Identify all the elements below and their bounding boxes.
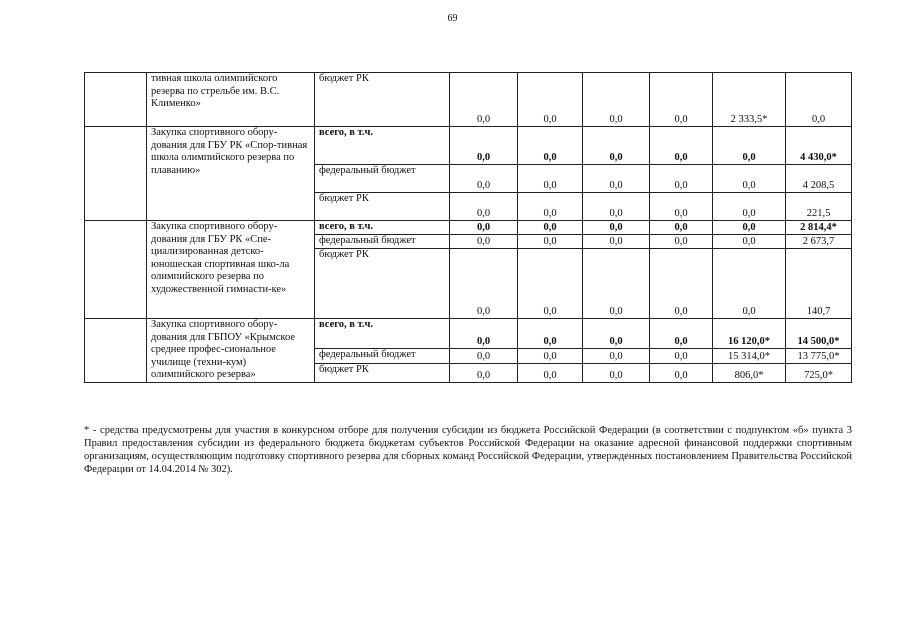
value-cell: 0,0 [583, 249, 650, 319]
measure-name-cell: Закупка спортивного обору-дования для ГБПОУ «Крымское среднее профес-сиональное училище (техни-кум) олимпийского резерва» [147, 319, 315, 383]
value-cell: 0,0 [650, 319, 713, 349]
value-cell: 0,0 [713, 221, 786, 235]
budget-table [84, 72, 852, 383]
value-cell: 0,0 [518, 249, 583, 319]
value-cell: 0,0 [583, 319, 650, 349]
table-body [85, 73, 852, 383]
value-cell: 4 208,5 [786, 165, 852, 193]
row-index-cell [85, 319, 147, 383]
value-cell: 140,7 [786, 249, 852, 319]
funding-source-cell: бюджет РК [315, 193, 450, 221]
value-cell: 0,0 [650, 221, 713, 235]
value-cell: 16 120,0* [713, 319, 786, 349]
page-number: 69 [447, 13, 458, 24]
value-cell: 0,0 [518, 165, 583, 193]
measure-name-cell: тивная школа олимпийского резерва по стрельбе им. В.С. Клименко» [147, 73, 315, 127]
value-cell: 0,0 [650, 193, 713, 221]
value-cell: 0,0 [583, 221, 650, 235]
value-cell: 0,0 [450, 221, 518, 235]
value-cell: 725,0* [786, 364, 852, 383]
funding-source-cell: бюджет РК [315, 364, 450, 383]
value-cell: 0,0 [518, 235, 583, 249]
value-cell: 0,0 [518, 73, 583, 127]
funding-source-cell: федеральный бюджет [315, 349, 450, 364]
value-cell: 0,0 [650, 73, 713, 127]
row-index-cell [85, 221, 147, 319]
value-cell: 0,0 [583, 165, 650, 193]
value-cell: 0,0 [450, 165, 518, 193]
value-cell: 0,0 [583, 364, 650, 383]
value-cell: 14 500,0* [786, 319, 852, 349]
row-index-cell [85, 73, 147, 127]
funding-source-cell: федеральный бюджет [315, 165, 450, 193]
table-row [85, 73, 852, 127]
value-cell: 0,0 [518, 364, 583, 383]
value-cell: 0,0 [786, 73, 852, 127]
value-cell: 0,0 [713, 249, 786, 319]
value-cell: 0,0 [518, 221, 583, 235]
value-cell: 0,0 [450, 235, 518, 249]
funding-source-cell: всего, в т.ч. [315, 221, 450, 235]
footnote: * - средства предусмотрены для участия в конкурсном отборе для получения субсидии из бюджета Российской Федерации (в соответствии с подпунктом «б» пункта 3 Правил предоставления субсидии из федерального бюджета бюджетам субъектов Российской Федерации на оказание адресной финансовой поддержки спортивным организациям, осуществляющим подготовку спортивного резерва для сборных команд Российской Федерации, утвержденных постановлением Правительства Российской Федерации от 14.04.2014 № 302). [84, 425, 852, 475]
row-index-cell [85, 127, 147, 221]
value-cell: 0,0 [450, 319, 518, 349]
value-cell: 0,0 [713, 235, 786, 249]
value-cell: 15 314,0* [713, 349, 786, 364]
value-cell: 0,0 [583, 235, 650, 249]
value-cell: 0,0 [450, 73, 518, 127]
table-row [85, 221, 852, 235]
measure-name-cell: Закупка спортивного обору-дования для ГБУ РК «Спор-тивная школа олимпийского резерва по плаванию» [147, 127, 315, 221]
value-cell: 0,0 [583, 73, 650, 127]
funding-source-cell: всего, в т.ч. [315, 127, 450, 165]
measure-name-cell: Закупка спортивного обору-дования для ГБУ РК «Спе-циализированная детско-юношеская спортивная шко-ла олимпийского резерва по художественной гимнасти-ке» [147, 221, 315, 319]
value-cell: 13 775,0* [786, 349, 852, 364]
value-cell: 0,0 [518, 127, 583, 165]
value-cell: 0,0 [450, 127, 518, 165]
funding-source-cell: федеральный бюджет [315, 235, 450, 249]
table-row [85, 319, 852, 349]
value-cell: 0,0 [518, 319, 583, 349]
value-cell: 0,0 [650, 349, 713, 364]
funding-source-cell: всего, в т.ч. [315, 319, 450, 349]
value-cell: 0,0 [450, 193, 518, 221]
value-cell: 0,0 [650, 249, 713, 319]
funding-source-cell: бюджет РК [315, 73, 450, 127]
table-row [85, 127, 852, 165]
value-cell: 0,0 [713, 165, 786, 193]
value-cell: 806,0* [713, 364, 786, 383]
value-cell: 2 333,5* [713, 73, 786, 127]
value-cell: 0,0 [650, 127, 713, 165]
funding-source-cell: бюджет РК [315, 249, 450, 319]
value-cell: 0,0 [518, 193, 583, 221]
value-cell: 4 430,0* [786, 127, 852, 165]
value-cell: 0,0 [450, 249, 518, 319]
value-cell: 2 673,7 [786, 235, 852, 249]
value-cell: 0,0 [650, 165, 713, 193]
value-cell: 0,0 [713, 127, 786, 165]
value-cell: 2 814,4* [786, 221, 852, 235]
value-cell: 0,0 [650, 364, 713, 383]
value-cell: 0,0 [450, 349, 518, 364]
value-cell: 0,0 [650, 235, 713, 249]
value-cell: 0,0 [713, 193, 786, 221]
value-cell: 0,0 [583, 193, 650, 221]
value-cell: 221,5 [786, 193, 852, 221]
value-cell: 0,0 [583, 349, 650, 364]
value-cell: 0,0 [450, 364, 518, 383]
value-cell: 0,0 [583, 127, 650, 165]
value-cell: 0,0 [518, 349, 583, 364]
